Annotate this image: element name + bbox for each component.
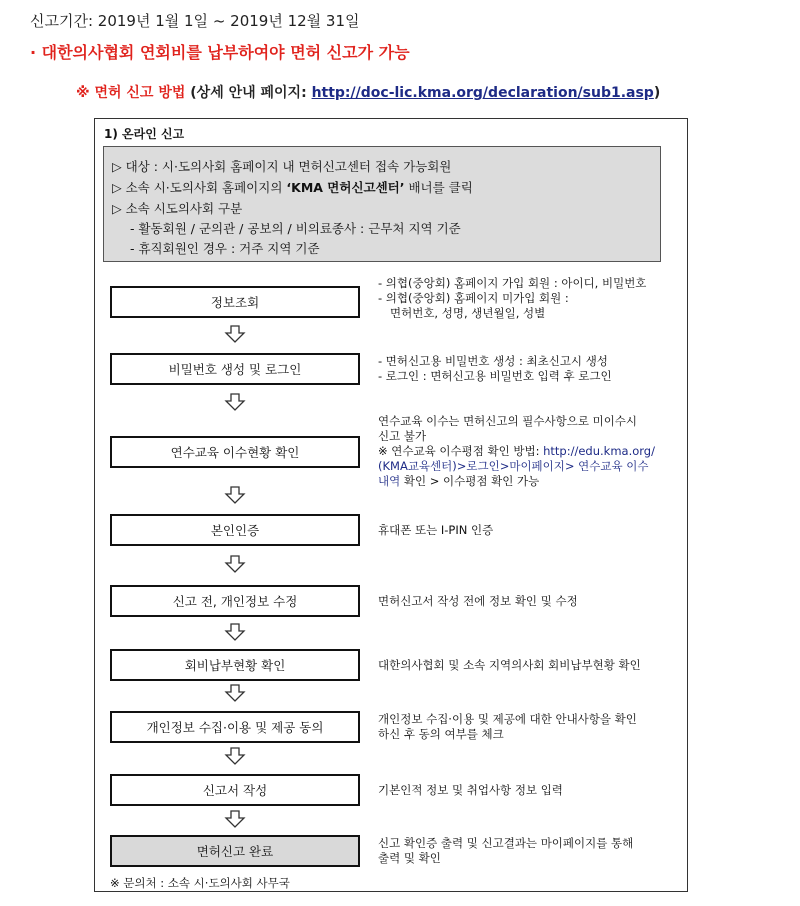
down-arrow-icon [224, 393, 246, 411]
step-fee-status: 회비납부현황 확인 [110, 649, 360, 681]
note-password-login [378, 354, 683, 384]
step-identity-auth: 본인인증 [110, 514, 360, 546]
step-write-report: 신고서 작성 [110, 774, 360, 806]
note-line: 기본인적 정보 및 취업사항 정보 입력 [378, 783, 563, 797]
info-box [103, 146, 661, 262]
info-line-banner [112, 178, 473, 196]
note-line [378, 474, 683, 489]
note-line: - 의협(중앙회) 홈페이지 가입 회원 : 아이디, 비밀번호 [378, 276, 647, 290]
note-line: 하신 후 동의 여부를 체크 [378, 727, 504, 741]
note-line: - 면허신고용 비밀번호 생성 : 최초신고시 생성 [378, 354, 608, 368]
down-arrow-icon [224, 810, 246, 828]
down-arrow-icon [224, 747, 246, 765]
note-fee-status [378, 658, 683, 673]
note-edit-personal-info [378, 594, 683, 609]
note-line: 대한의사협회 및 소속 지역의사회 회비납부현황 확인 [378, 658, 641, 672]
note-line: - 의협(중앙회) 홈페이지 미가입 회원 : [378, 291, 569, 305]
info-line-banner-suffix: 배너를 클릭 [404, 180, 473, 195]
edu-link[interactable]: http://edu.kma.org/ [543, 444, 655, 458]
edu-link-path: (KMA교육센터)>로그인>마이페이지> 연수교육 이수 [378, 459, 649, 473]
note-line: 출력 및 확인 [378, 851, 441, 865]
down-arrow-icon [224, 684, 246, 702]
note-identity-auth [378, 523, 683, 538]
contact-info: ※ 문의처 : 소속 시·도의사회 사무국 [110, 876, 290, 890]
edu-note-prefix: ※ 연수교육 이수평점 확인 방법: [378, 444, 544, 458]
step-privacy-consent: 개인정보 수집·이용 및 제공 동의 [110, 711, 360, 743]
note-line: - 로그인 : 면허신고용 비밀번호 입력 후 로그인 [378, 369, 612, 383]
note-write-report [378, 783, 683, 798]
info-line-division: ▷ 소속 시도의사회 구분 [112, 201, 243, 216]
note-line: 신고 확인증 출력 및 신고결과는 마이페이지를 통해 [378, 836, 634, 850]
note-line: 면허신고서 작성 전에 정보 확인 및 수정 [378, 594, 578, 608]
info-line-banner-prefix: ▷ 소속 시·도의사회 홈페이지의 [112, 180, 287, 195]
note-info-lookup [378, 276, 683, 321]
step-edit-personal-info: 신고 전, 개인정보 수정 [110, 585, 360, 617]
down-arrow-icon [224, 623, 246, 641]
edu-link-tail: 내역 [378, 474, 401, 488]
method-mark: ※ 면허 신고 방법 [76, 85, 186, 101]
step-education-check: 연수교육 이수현황 확인 [110, 436, 360, 468]
step-password-login: 비밀번호 생성 및 로그인 [110, 353, 360, 385]
down-arrow-icon [224, 486, 246, 504]
down-arrow-icon [224, 325, 246, 343]
section-title: 1) 온라인 신고 [104, 127, 185, 141]
step-info-lookup: 정보조회 [110, 286, 360, 318]
method-detail-prefix: (상세 안내 페이지: [190, 85, 312, 101]
info-line-banner-bold: ‘KMA 면허신고센터’ [286, 180, 405, 195]
info-line-leave: - 휴직회원인 경우 : 거주 지역 기준 [130, 241, 320, 256]
method-line [76, 82, 660, 102]
note-line [378, 444, 683, 459]
report-period: 신고기간: 2019년 1월 1일 ~ 2019년 12월 31일 [30, 12, 360, 30]
note-education-check [378, 414, 683, 489]
note-privacy-consent [378, 712, 683, 742]
note-line: 연수교육 이수는 면허신고의 필수사항으로 미이수시 [378, 414, 638, 428]
method-detail-suffix: ) [653, 85, 661, 101]
down-arrow-icon [224, 555, 246, 573]
note-line: 면허번호, 성명, 생년월일, 성별 [390, 306, 546, 320]
note-complete [378, 836, 683, 866]
info-line-active: - 활동회원 / 군의관 / 공보의 / 비의료종사 : 근무처 지역 기준 [130, 221, 461, 236]
fee-requirement: · 대한의사협회 연회비를 납부하여야 면허 신고가 가능 [30, 43, 410, 62]
step-complete: 면허신고 완료 [110, 835, 360, 867]
info-line-target: ▷ 대상 : 시·도의사회 홈페이지 내 면허신고센터 접속 가능회원 [112, 159, 452, 174]
note-line: 휴대폰 또는 I-PIN 인증 [378, 523, 494, 537]
method-link[interactable]: http://doc-lic.kma.org/declaration/sub1.asp [311, 85, 654, 101]
note-line: 신고 불가 [378, 429, 427, 443]
edu-note-suffix: 확인 > 이수평점 확인 가능 [400, 474, 540, 488]
note-line: 개인정보 수집·이용 및 제공에 대한 안내사항을 확인 [378, 712, 637, 726]
